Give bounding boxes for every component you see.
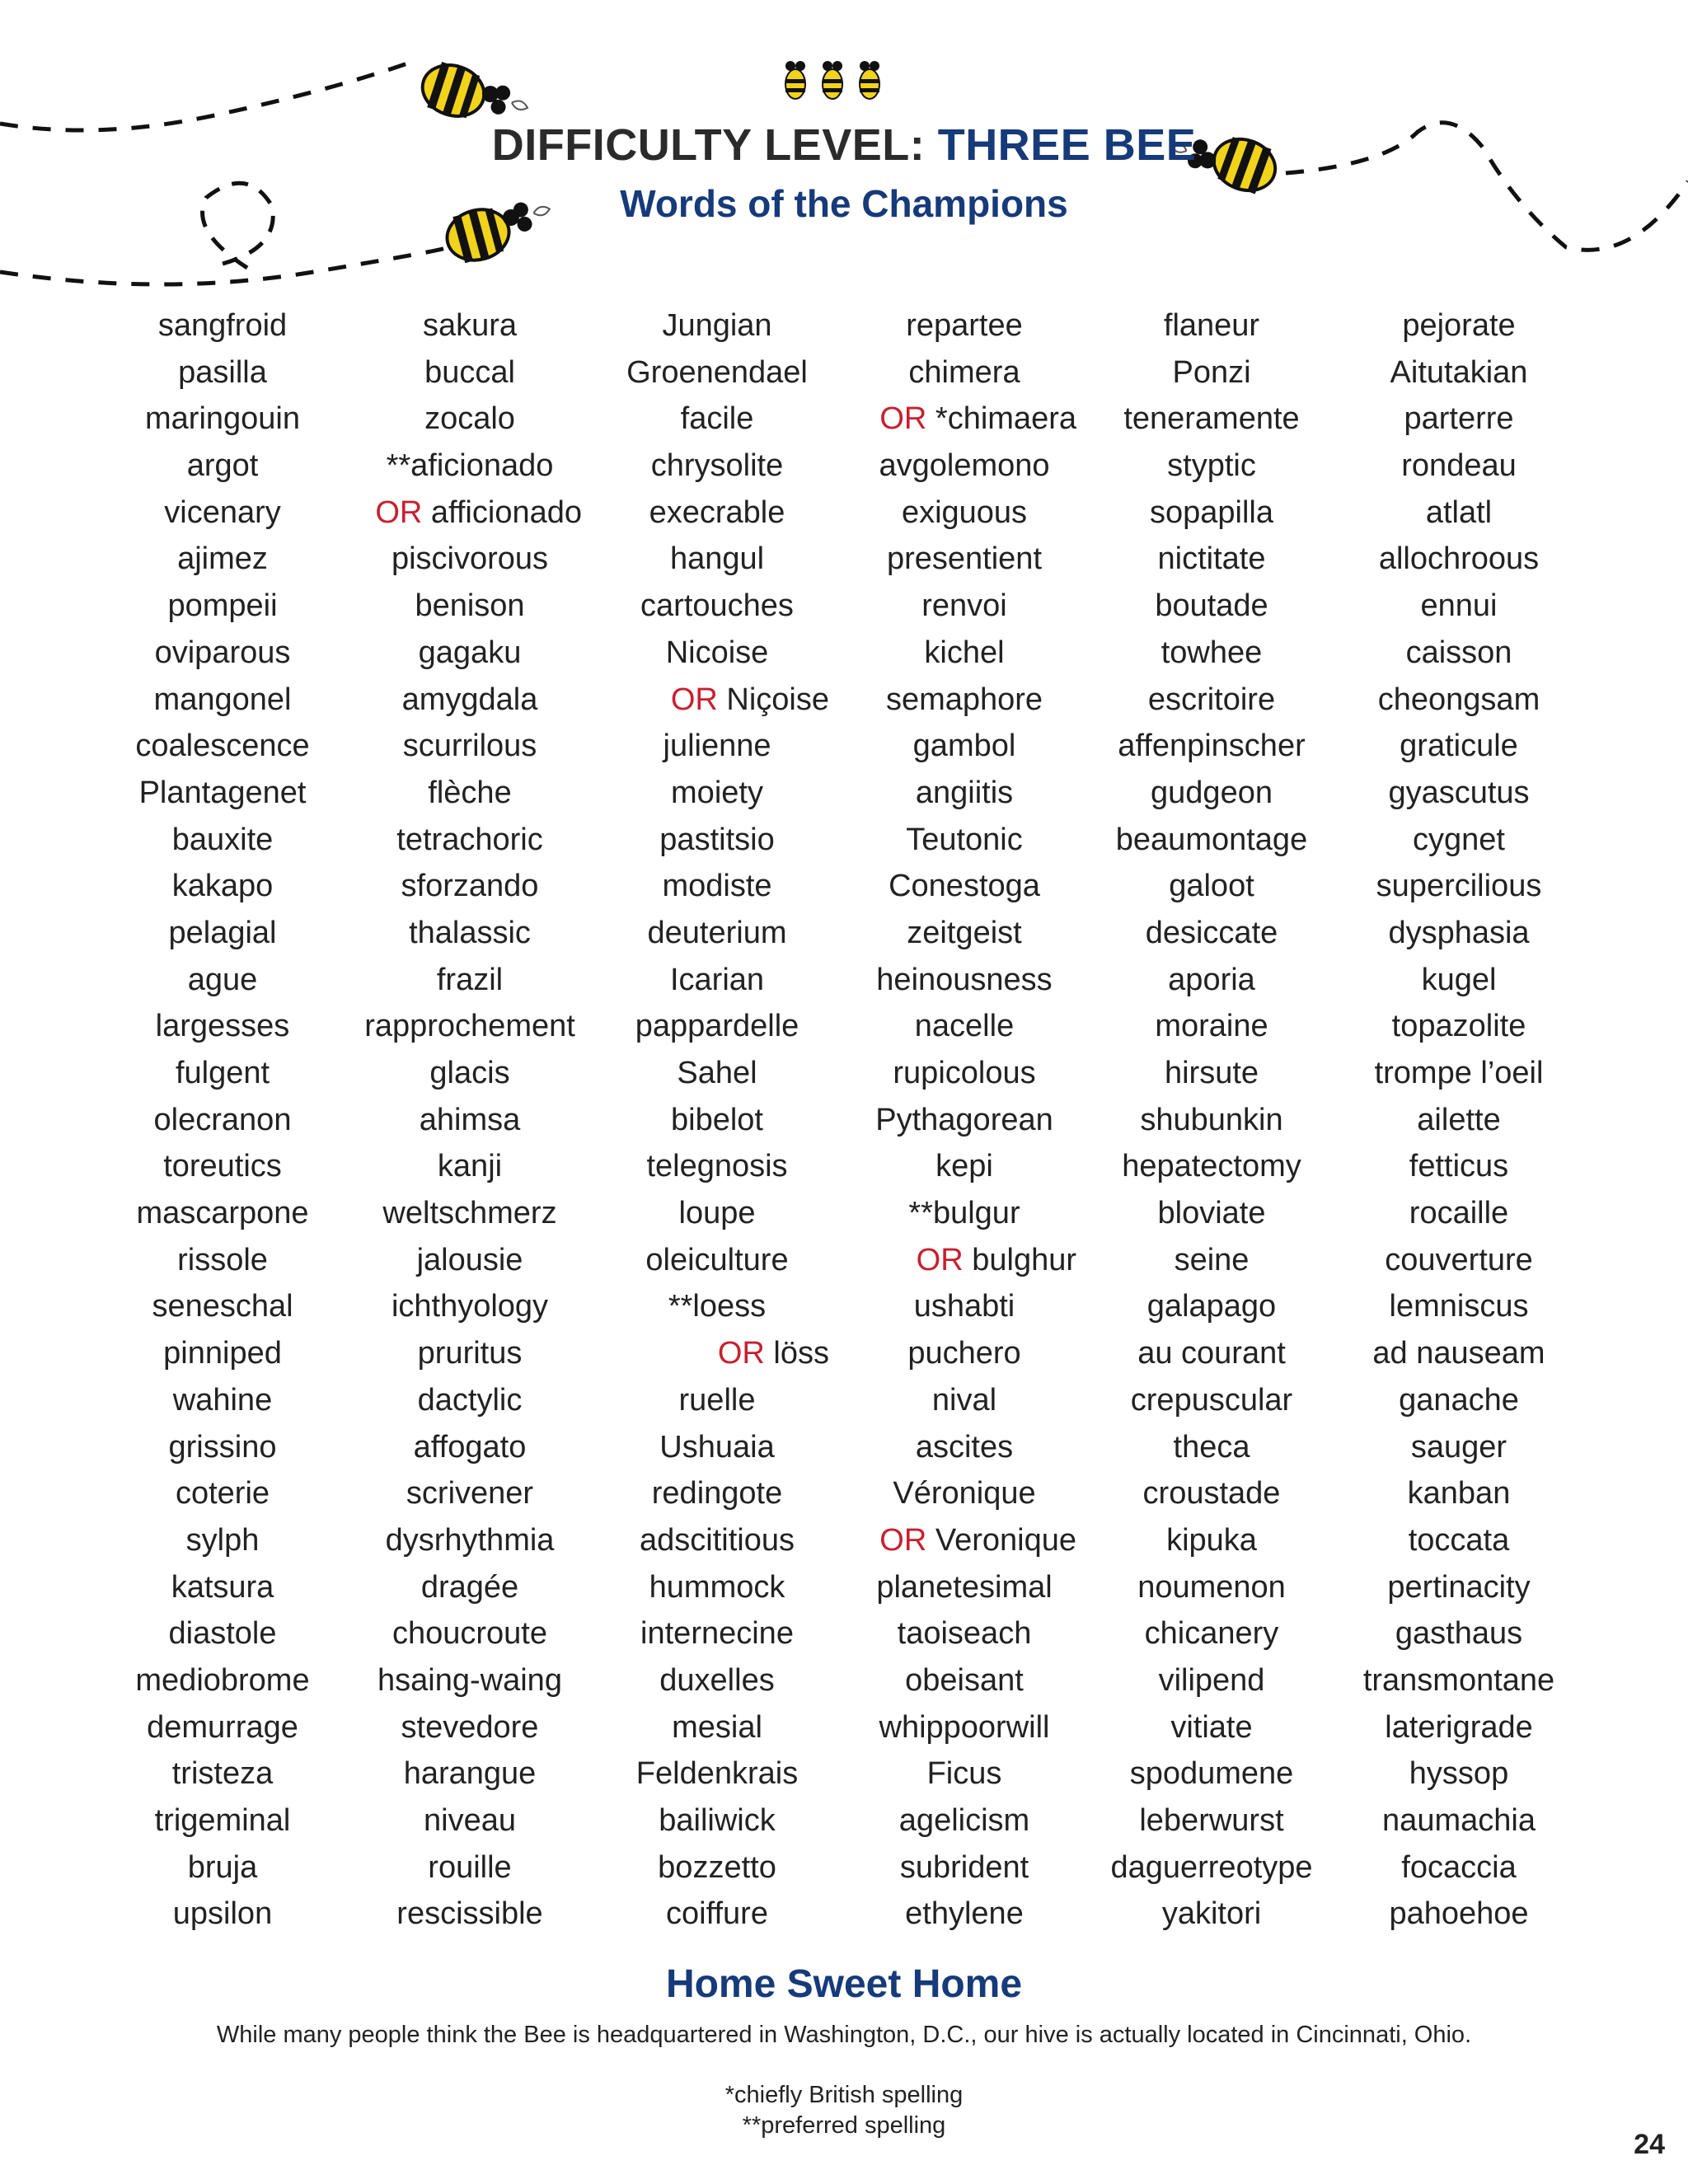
alternate-spelling bbox=[841, 1517, 1088, 1564]
mini-bee-icon bbox=[860, 61, 879, 99]
footnote-preferred: **preferred spelling bbox=[742, 2112, 946, 2139]
or-label: OR bbox=[879, 1522, 927, 1558]
or-label: OR bbox=[916, 1242, 964, 1277]
word-item: croustade bbox=[1142, 1476, 1281, 1511]
alternate-spelling bbox=[346, 490, 593, 537]
word-item: gudgeon bbox=[1151, 775, 1273, 810]
word-item: modiste bbox=[662, 869, 772, 904]
word-item: bailiwick bbox=[659, 1803, 776, 1838]
word-item: largesses bbox=[155, 1009, 290, 1044]
word-item: mediobrome bbox=[135, 1662, 310, 1698]
word-item: subrident bbox=[899, 1849, 1029, 1885]
word-item: **bulgur bbox=[908, 1196, 1020, 1231]
word-item: hangul bbox=[669, 541, 765, 577]
word-item: renvoi bbox=[921, 588, 1007, 624]
word-item: ennui bbox=[1420, 588, 1498, 624]
word-item: rondeau bbox=[1401, 448, 1517, 484]
word-item: hirsute bbox=[1164, 1056, 1259, 1090]
or-label: OR bbox=[879, 401, 927, 437]
word-item: nacelle bbox=[914, 1009, 1015, 1044]
word-item: spodumene bbox=[1129, 1756, 1294, 1792]
word-item: atlatl bbox=[1425, 494, 1493, 530]
word-item: escritoire bbox=[1147, 682, 1276, 717]
word-item: Véronique bbox=[893, 1476, 1036, 1511]
word-item: kepi bbox=[935, 1149, 993, 1184]
word-item: galapago bbox=[1146, 1289, 1277, 1324]
word-item: ganache bbox=[1399, 1382, 1519, 1418]
word-item: theca bbox=[1173, 1429, 1250, 1465]
word-item: dysrhythmia bbox=[385, 1522, 555, 1558]
word-columns bbox=[99, 302, 1582, 1934]
word-item: naumachia bbox=[1382, 1803, 1536, 1838]
word-item: flèche bbox=[428, 775, 512, 810]
word-item: heinousness bbox=[876, 962, 1053, 997]
word-item: sauger bbox=[1410, 1429, 1507, 1465]
word-item: bruja bbox=[187, 1849, 258, 1885]
word-item: buccal bbox=[424, 354, 515, 390]
section-title: Home Sweet Home bbox=[665, 1962, 1023, 2006]
word-item: ichthyology bbox=[391, 1289, 549, 1324]
word-item: galoot bbox=[1169, 869, 1254, 904]
word-item: ahimsa bbox=[419, 1102, 521, 1137]
word-item: semaphore bbox=[885, 682, 1043, 717]
or-label: OR bbox=[670, 682, 718, 717]
word-item: ague bbox=[187, 962, 258, 997]
word-item: rocaille bbox=[1409, 1196, 1509, 1231]
word-item: pastitsio bbox=[659, 822, 775, 857]
word-item: agelicism bbox=[898, 1803, 1030, 1838]
word-item: sakura bbox=[422, 308, 518, 343]
word-item: scrivener bbox=[406, 1476, 534, 1511]
word-item: trigeminal bbox=[154, 1803, 291, 1838]
word-item: piscivorous bbox=[391, 541, 549, 577]
word-item: rissole bbox=[177, 1242, 268, 1277]
word-item: mangonel bbox=[153, 682, 292, 717]
word-item: bauxite bbox=[171, 822, 274, 857]
word-item: pruritus bbox=[417, 1336, 523, 1371]
word-item: Ficus bbox=[926, 1756, 1002, 1792]
word-item: cartouches bbox=[640, 588, 794, 624]
word-item: kipuka bbox=[1166, 1522, 1257, 1558]
word-item: bloviate bbox=[1157, 1196, 1266, 1231]
word-item: desiccate bbox=[1145, 915, 1278, 950]
word-item: sylph bbox=[185, 1522, 260, 1558]
word-item: loupe bbox=[678, 1196, 756, 1231]
word-item: deuterium bbox=[647, 915, 787, 950]
word-item: ethylene bbox=[905, 1896, 1024, 1932]
word-item: frazil bbox=[436, 962, 504, 997]
word-column bbox=[841, 302, 1088, 1934]
word-item: Feldenkrais bbox=[635, 1756, 799, 1792]
word-item: wahine bbox=[172, 1382, 273, 1418]
word-item: chicanery bbox=[1144, 1616, 1279, 1652]
flight-path-left-bottom bbox=[0, 247, 447, 284]
word-item: Groenendael bbox=[626, 354, 808, 390]
word-item: thalassic bbox=[409, 915, 531, 950]
word-item: sangfroid bbox=[157, 308, 288, 343]
word-item: adscititious bbox=[640, 1522, 795, 1558]
word-item: whippoorwill bbox=[879, 1709, 1050, 1745]
word-item: yakitori bbox=[1161, 1896, 1262, 1932]
word-item: transmontane bbox=[1362, 1662, 1555, 1698]
word-item: vilipend bbox=[1158, 1662, 1265, 1698]
word-item: ascites bbox=[915, 1429, 1014, 1465]
word-item: diastole bbox=[168, 1616, 277, 1652]
word-item: rapprochement bbox=[364, 1009, 575, 1044]
word-item: execrable bbox=[649, 494, 785, 530]
word-item: cygnet bbox=[1413, 822, 1505, 857]
word-item: vicenary bbox=[164, 494, 281, 530]
alternate-word: löss bbox=[764, 1336, 829, 1371]
word-item: tristeza bbox=[171, 1756, 274, 1792]
word-item: gagaku bbox=[418, 635, 522, 670]
word-item: trompe l’oeil bbox=[1374, 1056, 1544, 1090]
word-item: demurrage bbox=[147, 1709, 298, 1745]
word-item: pahoehoe bbox=[1389, 1896, 1529, 1932]
word-item: sforzando bbox=[401, 869, 539, 904]
word-item: vitiate bbox=[1170, 1709, 1253, 1745]
word-item: Jungian bbox=[662, 308, 772, 343]
or-label: OR bbox=[717, 1336, 765, 1371]
alternate-spelling bbox=[593, 1330, 841, 1377]
word-item: coterie bbox=[175, 1476, 270, 1511]
word-item: kanban bbox=[1407, 1476, 1511, 1511]
word-item: towhee bbox=[1160, 635, 1263, 670]
title-prefix: DIFFICULTY LEVEL: bbox=[491, 120, 938, 170]
word-item: sopapilla bbox=[1150, 494, 1273, 530]
title-accent: THREE BEE bbox=[937, 120, 1197, 170]
word-item: glacis bbox=[429, 1056, 510, 1090]
word-item: kichel bbox=[924, 635, 1005, 670]
word-column bbox=[1335, 302, 1582, 1934]
word-item: styptic bbox=[1167, 448, 1256, 484]
word-item: moiety bbox=[671, 775, 763, 810]
word-item: pompeii bbox=[167, 588, 278, 624]
word-item: focaccia bbox=[1401, 1849, 1517, 1885]
word-item: rescissible bbox=[396, 1896, 543, 1932]
word-item: hyssop bbox=[1409, 1756, 1509, 1792]
page-subtitle: Words of the Champions bbox=[620, 182, 1068, 225]
word-item: obeisant bbox=[905, 1662, 1024, 1698]
word-item: Sahel bbox=[677, 1056, 757, 1090]
word-item: niveau bbox=[424, 1803, 516, 1838]
word-item: repartee bbox=[906, 308, 1023, 343]
alternate-spelling bbox=[841, 1237, 1088, 1284]
word-item: hummock bbox=[649, 1569, 785, 1605]
word-item: supercilious bbox=[1376, 869, 1542, 904]
word-item: scurrilous bbox=[402, 729, 537, 764]
word-item: Icarian bbox=[669, 962, 765, 997]
word-item: choucroute bbox=[392, 1616, 547, 1652]
word-item: kakapo bbox=[171, 869, 274, 904]
section-text: While many people think the Bee is headquartered in Washington, D.C., our hive is actually located in Cincinnati, Ohio. bbox=[216, 2022, 1472, 2048]
word-item: couverture bbox=[1385, 1242, 1533, 1277]
word-item: nictitate bbox=[1157, 541, 1266, 577]
word-item: amygdala bbox=[401, 682, 538, 717]
word-item: zocalo bbox=[424, 401, 515, 437]
word-item: planetesimal bbox=[876, 1569, 1053, 1605]
word-item: pertinacity bbox=[1387, 1569, 1531, 1605]
word-item: seneschal bbox=[152, 1289, 293, 1324]
word-item: Pythagorean bbox=[875, 1102, 1053, 1137]
word-item: dragée bbox=[420, 1569, 519, 1605]
word-item: bibelot bbox=[671, 1102, 763, 1137]
word-item: gyascutus bbox=[1388, 775, 1530, 810]
word-item: tetrachoric bbox=[396, 822, 543, 857]
word-item: argot bbox=[186, 448, 259, 484]
word-item: maringouin bbox=[145, 401, 300, 437]
word-item: laterigrade bbox=[1385, 1709, 1533, 1745]
word-item: toreutics bbox=[163, 1149, 282, 1184]
word-item: pasilla bbox=[178, 354, 267, 390]
word-item: weltschmerz bbox=[382, 1196, 557, 1231]
word-item: taoiseach bbox=[897, 1616, 1032, 1652]
word-item: zeitgeist bbox=[907, 915, 1022, 950]
word-item: shubunkin bbox=[1140, 1102, 1283, 1137]
word-item: lemniscus bbox=[1389, 1289, 1529, 1324]
alternate-word: Veronique bbox=[926, 1522, 1076, 1558]
word-item: pejorate bbox=[1402, 308, 1516, 343]
word-item: telegnosis bbox=[646, 1149, 788, 1184]
word-item: au courant bbox=[1137, 1336, 1286, 1371]
word-item: upsilon bbox=[172, 1896, 273, 1932]
word-item: ushabti bbox=[913, 1289, 1015, 1324]
alternate-spelling bbox=[593, 677, 841, 724]
word-item: ailette bbox=[1417, 1102, 1501, 1137]
word-item: seine bbox=[1174, 1242, 1250, 1277]
word-item: ajimez bbox=[177, 541, 268, 577]
word-item: allochroous bbox=[1378, 541, 1540, 577]
word-item: puchero bbox=[907, 1336, 1021, 1371]
word-item: beaumontage bbox=[1115, 822, 1308, 857]
word-item: parterre bbox=[1404, 401, 1514, 437]
word-item: cheongsam bbox=[1377, 682, 1540, 717]
word-item: daguerreotype bbox=[1110, 1849, 1313, 1885]
page-title bbox=[0, 120, 1688, 171]
alternate-word: *chimaera bbox=[926, 401, 1076, 437]
mini-bee-icon bbox=[823, 61, 842, 99]
page-number: 24 bbox=[1634, 2129, 1665, 2160]
word-item: hsaing-waing bbox=[377, 1662, 562, 1698]
word-item: presentient bbox=[886, 541, 1042, 577]
word-item: Ponzi bbox=[1172, 354, 1251, 390]
word-column bbox=[99, 302, 346, 1934]
word-item: bozzetto bbox=[658, 1849, 776, 1885]
word-item: toccata bbox=[1408, 1522, 1510, 1558]
word-item: caisson bbox=[1405, 635, 1512, 670]
word-item: avgolemono bbox=[879, 448, 1050, 484]
word-item: grissino bbox=[168, 1429, 277, 1465]
word-item: oleiculture bbox=[645, 1242, 789, 1277]
word-item: coiffure bbox=[666, 1896, 768, 1932]
word-item: chrysolite bbox=[650, 448, 784, 484]
word-item: internecine bbox=[640, 1616, 794, 1652]
word-item: Conestoga bbox=[889, 869, 1040, 904]
word-item: facile bbox=[680, 401, 754, 437]
word-column bbox=[346, 302, 593, 1934]
word-item: Nicoise bbox=[665, 635, 769, 670]
word-item: **aficionado bbox=[386, 448, 554, 484]
word-item: noumenon bbox=[1137, 1569, 1286, 1605]
word-item: gambol bbox=[912, 729, 1016, 764]
word-item: gasthaus bbox=[1395, 1616, 1523, 1652]
word-column bbox=[1088, 302, 1335, 1934]
word-item: fetticus bbox=[1409, 1149, 1509, 1184]
word-item: Plantagenet bbox=[138, 775, 307, 810]
word-item: kugel bbox=[1421, 962, 1497, 997]
alternate-spelling bbox=[841, 396, 1088, 443]
word-item: exiguous bbox=[901, 494, 1028, 530]
word-item: boutade bbox=[1155, 588, 1268, 624]
word-item: hepatectomy bbox=[1122, 1149, 1301, 1184]
word-item: nival bbox=[931, 1382, 997, 1418]
alternate-word: bulghur bbox=[963, 1242, 1076, 1277]
alternate-word: afficionado bbox=[422, 494, 582, 530]
word-item: angiitis bbox=[915, 775, 1014, 810]
word-item: dactylic bbox=[417, 1382, 523, 1418]
word-item: graticule bbox=[1400, 729, 1518, 764]
word-item: ad nauseam bbox=[1372, 1336, 1545, 1371]
footnote-british: *chiefly British spelling bbox=[724, 2082, 964, 2108]
word-item: pappardelle bbox=[635, 1009, 799, 1044]
word-item: mesial bbox=[672, 1709, 762, 1745]
word-item: oviparous bbox=[154, 635, 291, 670]
word-item: coalescence bbox=[135, 729, 310, 764]
word-item: **loess bbox=[668, 1289, 767, 1324]
word-item: dysphasia bbox=[1388, 915, 1530, 950]
word-item: aporia bbox=[1168, 962, 1255, 997]
word-item: redingote bbox=[651, 1476, 783, 1511]
word-item: stevedore bbox=[401, 1709, 539, 1745]
word-item: julienne bbox=[663, 729, 771, 764]
word-item: pinniped bbox=[163, 1336, 282, 1371]
word-item: teneramente bbox=[1123, 401, 1300, 437]
word-item: Aitutakian bbox=[1390, 354, 1528, 390]
word-item: benison bbox=[415, 588, 525, 624]
word-column bbox=[593, 302, 841, 1934]
word-item: ruelle bbox=[678, 1382, 756, 1418]
word-item: duxelles bbox=[659, 1662, 775, 1698]
word-item: harangue bbox=[403, 1756, 537, 1792]
word-item: affogato bbox=[413, 1429, 527, 1465]
word-item: flaneur bbox=[1163, 308, 1260, 343]
word-item: topazolite bbox=[1391, 1009, 1526, 1044]
alternate-word: Niçoise bbox=[717, 682, 829, 717]
word-item: katsura bbox=[171, 1569, 274, 1605]
word-item: leberwurst bbox=[1139, 1803, 1284, 1838]
mini-bee-icon bbox=[785, 61, 805, 99]
word-item: chimera bbox=[908, 354, 1020, 390]
word-item: olecranon bbox=[153, 1102, 292, 1137]
word-item: rouille bbox=[428, 1849, 512, 1885]
word-item: affenpinscher bbox=[1118, 729, 1306, 764]
word-item: Teutonic bbox=[906, 822, 1023, 857]
word-item: Ushuaia bbox=[659, 1429, 775, 1465]
word-item: moraine bbox=[1155, 1009, 1268, 1044]
word-item: jalousie bbox=[416, 1242, 523, 1277]
word-item: fulgent bbox=[175, 1056, 270, 1090]
word-item: crepuscular bbox=[1130, 1382, 1293, 1418]
word-item: pelagial bbox=[168, 915, 277, 950]
word-item: mascarpone bbox=[136, 1196, 309, 1231]
word-item: rupicolous bbox=[893, 1056, 1036, 1090]
or-label: OR bbox=[375, 494, 423, 530]
word-item: kanji bbox=[437, 1149, 503, 1184]
